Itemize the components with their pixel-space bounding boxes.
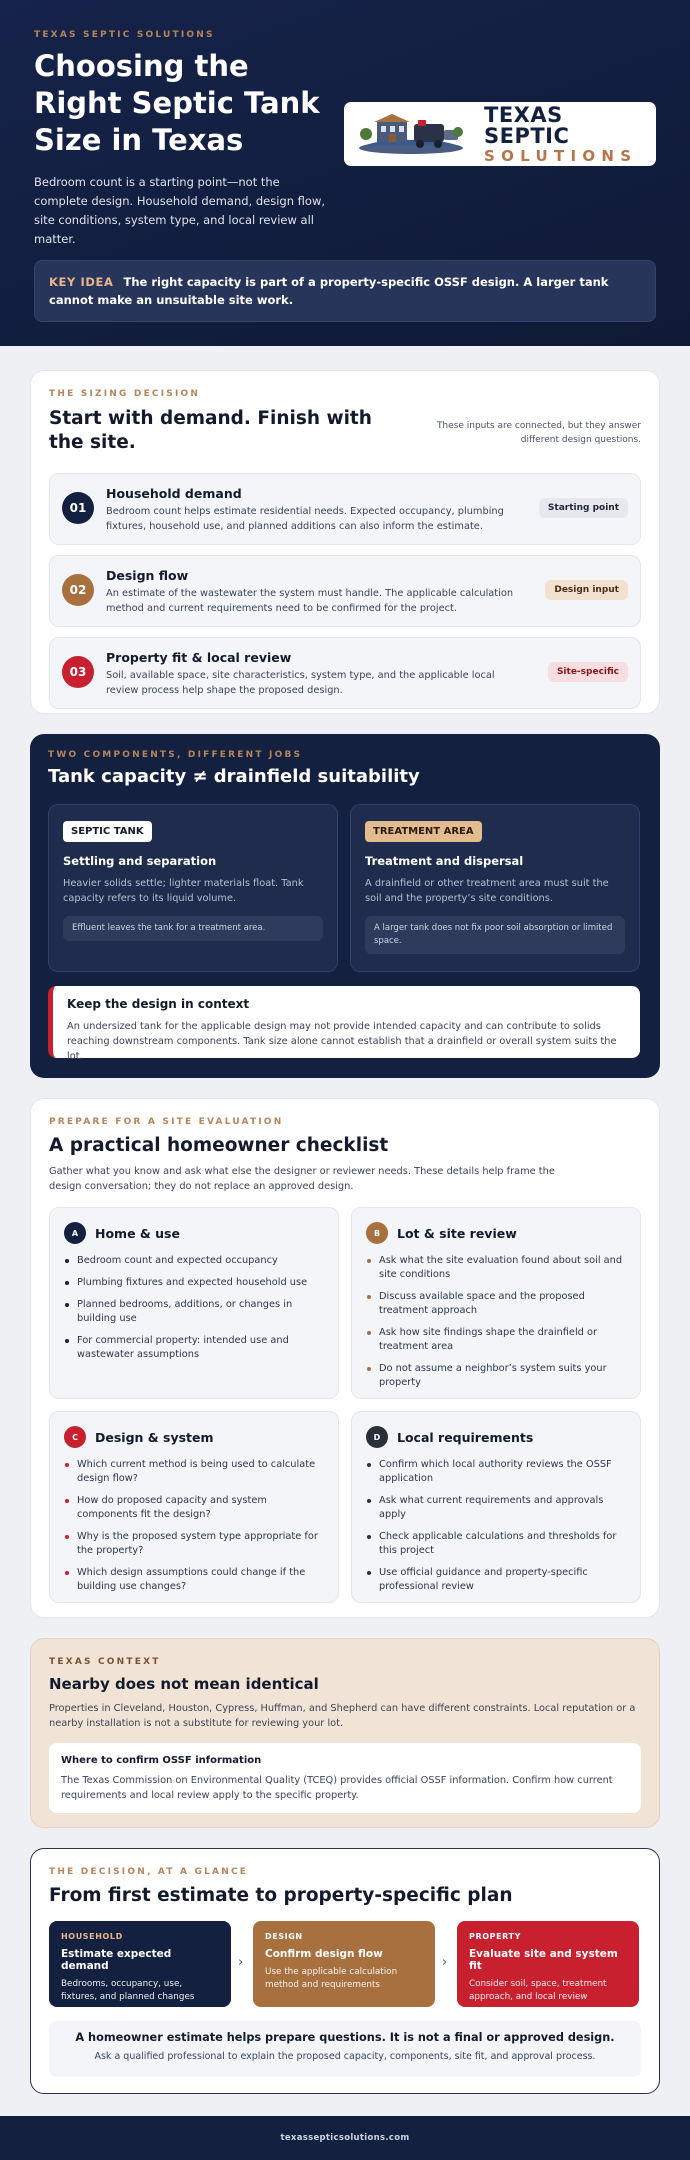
step-badge: Site-specific bbox=[548, 662, 628, 682]
list-item: Discuss available space and the proposed treatment approach bbox=[366, 1290, 626, 1318]
texas-title: Nearby does not mean identical bbox=[49, 1675, 319, 1693]
step-description: Soil, available space, site characteristics, system type, and the applicable local review process help shape the proposed design. bbox=[106, 670, 495, 696]
step-number: 02 bbox=[62, 574, 94, 606]
flow-step-household bbox=[49, 1921, 231, 2007]
treatment-area-note: A larger tank does not fix poor soil absorption or limited space. bbox=[365, 916, 625, 954]
list-item: Use official guidance and property-specific professional review bbox=[366, 1566, 626, 1594]
list-item: Check applicable calculations and thresholds for this project bbox=[366, 1530, 626, 1558]
texas-text: Properties in Cleveland, Houston, Cypress, Huffman, and Shepherd can have different constraints. Local reputation or a nearby installation is not a substitute for reviewing your lot. bbox=[49, 1703, 636, 1729]
flow-kicker: DESIGN bbox=[265, 1932, 303, 1941]
card-letter-badge: D bbox=[366, 1426, 388, 1448]
list-item: Plumbing fixtures and expected household use bbox=[64, 1276, 324, 1290]
list-item: Ask how site findings shape the drainfield or treatment area bbox=[366, 1326, 626, 1354]
context-title: Keep the design in context bbox=[67, 997, 250, 1011]
ossf-info-title: Where to confirm OSSF information bbox=[61, 1755, 262, 1766]
flow-text: Use the applicable calculation method and requirements bbox=[265, 1967, 398, 1990]
treatment-area-chip: TREATMENT AREA bbox=[365, 821, 482, 842]
checklist-section bbox=[30, 1098, 660, 1618]
treatment-area-text: A drainfield or other treatment area must suit the soil and the property’s site conditions. bbox=[365, 878, 609, 904]
checklist-card-local-requirements bbox=[351, 1411, 641, 1603]
context-text: An undersized tank for the applicable design may not provide intended capacity and can contribute to solids reaching downstream components. Tank size alone cannot establish that a drainfield or overall system suits the lot. bbox=[67, 1021, 617, 1062]
list-item: Ask what the site evaluation found about soil and site conditions bbox=[366, 1254, 626, 1282]
checklist-title: A practical homeowner checklist bbox=[49, 1135, 389, 1156]
card-letter-badge: A bbox=[64, 1222, 86, 1244]
flow-kicker: PROPERTY bbox=[469, 1932, 522, 1941]
card-title: Lot & site review bbox=[397, 1225, 517, 1241]
step-title: Household demand bbox=[106, 486, 242, 501]
checklist-items bbox=[366, 1458, 626, 1594]
treatment-area-heading: Treatment and dispersal bbox=[365, 854, 524, 868]
septic-tank-chip: SEPTIC TANK bbox=[63, 821, 152, 842]
checklist-lead: Gather what you know and ask what else the designer or reviewer needs. These details help frame the design conversation; they do not replace an approved design. bbox=[49, 1166, 555, 1192]
list-item: Which current method is being used to calculate design flow? bbox=[64, 1458, 324, 1486]
step-badge: Starting point bbox=[539, 498, 628, 518]
step-badge: Design input bbox=[545, 580, 628, 600]
septic-tank-text: Heavier solids settle; lighter materials float. Tank capacity refers to its liquid volume. bbox=[63, 878, 304, 904]
sizing-note: These inputs are connected, but they answer different design questions. bbox=[436, 421, 641, 445]
texas-eyebrow: TEXAS CONTEXT bbox=[49, 1657, 161, 1667]
checklist-items bbox=[64, 1458, 324, 1594]
summary-title: A homeowner estimate helps prepare questions. It is not a final or approved design. bbox=[75, 2031, 615, 2044]
checklist-card-home-use bbox=[49, 1207, 339, 1399]
components-section bbox=[30, 734, 660, 1078]
sizing-step bbox=[49, 473, 641, 545]
chevron-right-icon: › bbox=[238, 1955, 244, 1970]
glance-title: From first estimate to property-specific plan bbox=[49, 1885, 513, 1906]
card-letter-badge: C bbox=[64, 1426, 86, 1448]
step-number: 03 bbox=[62, 656, 94, 688]
key-idea-tag: KEY IDEA bbox=[49, 275, 114, 289]
list-item: Ask what current requirements and approvals apply bbox=[366, 1494, 626, 1522]
list-item: Confirm which local authority reviews the OSSF application bbox=[366, 1458, 626, 1486]
list-item: Bedroom count and expected occupancy bbox=[64, 1254, 324, 1268]
key-idea-text: The right capacity is part of a property-specific OSSF design. A larger tank cannot make an unsuitable site work. bbox=[49, 275, 609, 307]
list-item: Do not assume a neighbor’s system suits your property bbox=[366, 1362, 626, 1390]
logo-line-1: TEXAS SEPTIC bbox=[484, 102, 570, 148]
checklist-eyebrow: PREPARE FOR A SITE EVALUATION bbox=[49, 1117, 284, 1127]
sizing-step bbox=[49, 555, 641, 627]
checklist-card-design-system bbox=[49, 1411, 339, 1603]
card-title: Home & use bbox=[95, 1225, 180, 1241]
septic-tank-heading: Settling and separation bbox=[63, 854, 217, 868]
list-item: How do proposed capacity and system components fit the design? bbox=[64, 1494, 324, 1522]
flow-title: Estimate expected demand bbox=[61, 1948, 172, 1972]
list-item: Which design assumptions could change if the building use changes? bbox=[64, 1566, 324, 1594]
checklist-items bbox=[366, 1254, 626, 1390]
flow-text: Consider soil, space, treatment approach, and local review bbox=[469, 1979, 607, 2002]
card-letter-badge: B bbox=[366, 1222, 388, 1244]
step-description: Bedroom count helps estimate residential needs. Expected occupancy, plumbing fixtures, household use, and planned additions can also inform the estimate. bbox=[106, 506, 504, 532]
step-title: Design flow bbox=[106, 568, 189, 583]
septic-tank-note: Effluent leaves the tank for a treatment area. bbox=[63, 916, 323, 941]
house-logo-icon bbox=[356, 110, 466, 158]
checklist-card-lot-site bbox=[351, 1207, 641, 1399]
flow-text: Bedrooms, occupancy, use, fixtures, and planned changes bbox=[61, 1979, 195, 2002]
design-context-callout bbox=[48, 986, 640, 1062]
summary-box bbox=[49, 2021, 641, 2077]
components-title: Tank capacity ≠ drainfield suitability bbox=[48, 766, 420, 787]
ossf-info-text: The Texas Commission on Environmental Quality (TCEQ) provides official OSSF information. Confirm how current requirements and local review apply to the specific property. bbox=[61, 1775, 613, 1801]
hero-section bbox=[0, 0, 690, 346]
list-item: For commercial property: intended use and wastewater assumptions bbox=[64, 1334, 324, 1362]
flow-step-property bbox=[457, 1921, 639, 2007]
sizing-decision-section bbox=[30, 370, 660, 714]
decision-glance-section bbox=[30, 1848, 660, 2094]
card-title: Local requirements bbox=[397, 1429, 534, 1445]
step-description: An estimate of the wastewater the system must handle. The applicable calculation method and current requirements need to be confirmed for the project. bbox=[106, 588, 514, 614]
chevron-right-icon: › bbox=[442, 1955, 448, 1970]
hero-eyebrow: TEXAS SEPTIC SOLUTIONS bbox=[34, 30, 215, 40]
hero-intro: Bedroom count is a starting point—not the complete design. Household demand, design flow, site conditions, system type, and local review all matter. bbox=[34, 175, 326, 246]
page-title: Choosing the Right Septic Tank Size in Texas bbox=[34, 49, 320, 157]
flow-title: Confirm design flow bbox=[265, 1948, 383, 1960]
summary-text: Ask a qualified professional to explain the proposed capacity, components, site fit, and approval process. bbox=[94, 2051, 596, 2062]
texas-context-section bbox=[30, 1638, 660, 1828]
sizing-title: Start with demand. Finish with the site. bbox=[49, 408, 372, 453]
treatment-area-card bbox=[350, 804, 640, 972]
list-item: Planned bedrooms, additions, or changes in building use bbox=[64, 1298, 324, 1326]
key-idea-callout bbox=[34, 260, 656, 322]
flow-step-design bbox=[253, 1921, 435, 2007]
sizing-step bbox=[49, 637, 641, 709]
components-eyebrow: TWO COMPONENTS, DIFFERENT JOBS bbox=[48, 750, 303, 760]
footer-website-link[interactable]: texassepticsolutions.com bbox=[280, 2133, 410, 2143]
card-title: Design & system bbox=[95, 1429, 214, 1445]
glance-eyebrow: THE DECISION, AT A GLANCE bbox=[49, 1867, 249, 1877]
list-item: Why is the proposed system type appropriate for the property? bbox=[64, 1530, 324, 1558]
ossf-info-box bbox=[49, 1743, 641, 1813]
footer bbox=[0, 2116, 690, 2160]
company-logo[interactable] bbox=[344, 102, 656, 166]
step-number: 01 bbox=[62, 492, 94, 524]
sizing-eyebrow: THE SIZING DECISION bbox=[49, 389, 201, 399]
logo-line-2: SOLUTIONS bbox=[484, 146, 638, 165]
flow-title: Evaluate site and system fit bbox=[469, 1948, 618, 1972]
septic-tank-card bbox=[48, 804, 338, 972]
step-title: Property fit & local review bbox=[106, 650, 292, 665]
checklist-items bbox=[64, 1254, 324, 1362]
flow-kicker: HOUSEHOLD bbox=[61, 1932, 123, 1941]
